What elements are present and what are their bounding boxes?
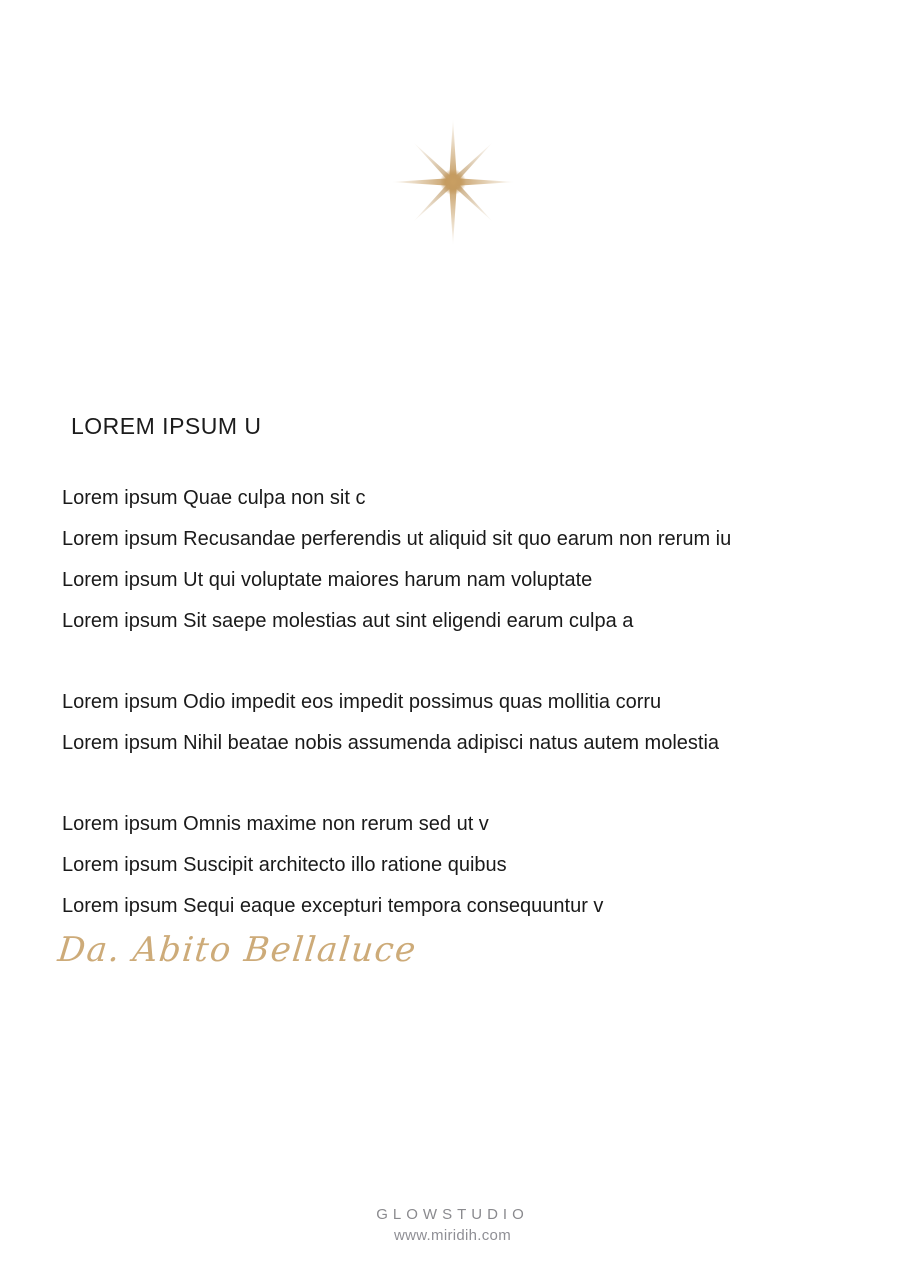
body-line: Lorem ipsum Sequi eaque excepturi tempora consequuntur v — [62, 895, 604, 917]
body-line: Lorem ipsum Recusandae perferendis ut aliquid sit quo earum non rerum iu — [62, 528, 732, 550]
paragraph-block — [62, 682, 862, 764]
body-line: Lorem ipsum Omnis maxime non rerum sed ut v — [62, 813, 489, 835]
footer — [0, 1206, 905, 1244]
body-line: Lorem ipsum Sit saepe molestias aut sint eligendi earum culpa a — [62, 610, 634, 632]
body-line: Lorem ipsum Quae culpa non sit c — [62, 487, 366, 509]
footer-url: www.miridih.com — [393, 1227, 511, 1244]
paragraph-block — [62, 804, 862, 927]
signature: Da. Abito Bellaluce — [55, 930, 419, 970]
footer-brand: GLOWSTUDIO — [376, 1206, 529, 1223]
ornament-container — [0, 108, 905, 256]
body-line: Lorem ipsum Nihil beatae nobis assumenda adipisci natus autem molestia — [62, 732, 720, 754]
paragraph-block — [62, 478, 862, 642]
sparkle-star-icon — [378, 108, 528, 256]
body-content — [62, 478, 862, 927]
body-line: Lorem ipsum Odio impedit eos impedit possimus quas mollitia corru — [62, 691, 662, 713]
body-line: Lorem ipsum Suscipit architecto illo ratione quibus — [62, 854, 507, 876]
body-line: Lorem ipsum Ut qui voluptate maiores harum nam voluptate — [62, 569, 593, 591]
page-title: LOREM IPSUM U — [71, 413, 262, 439]
